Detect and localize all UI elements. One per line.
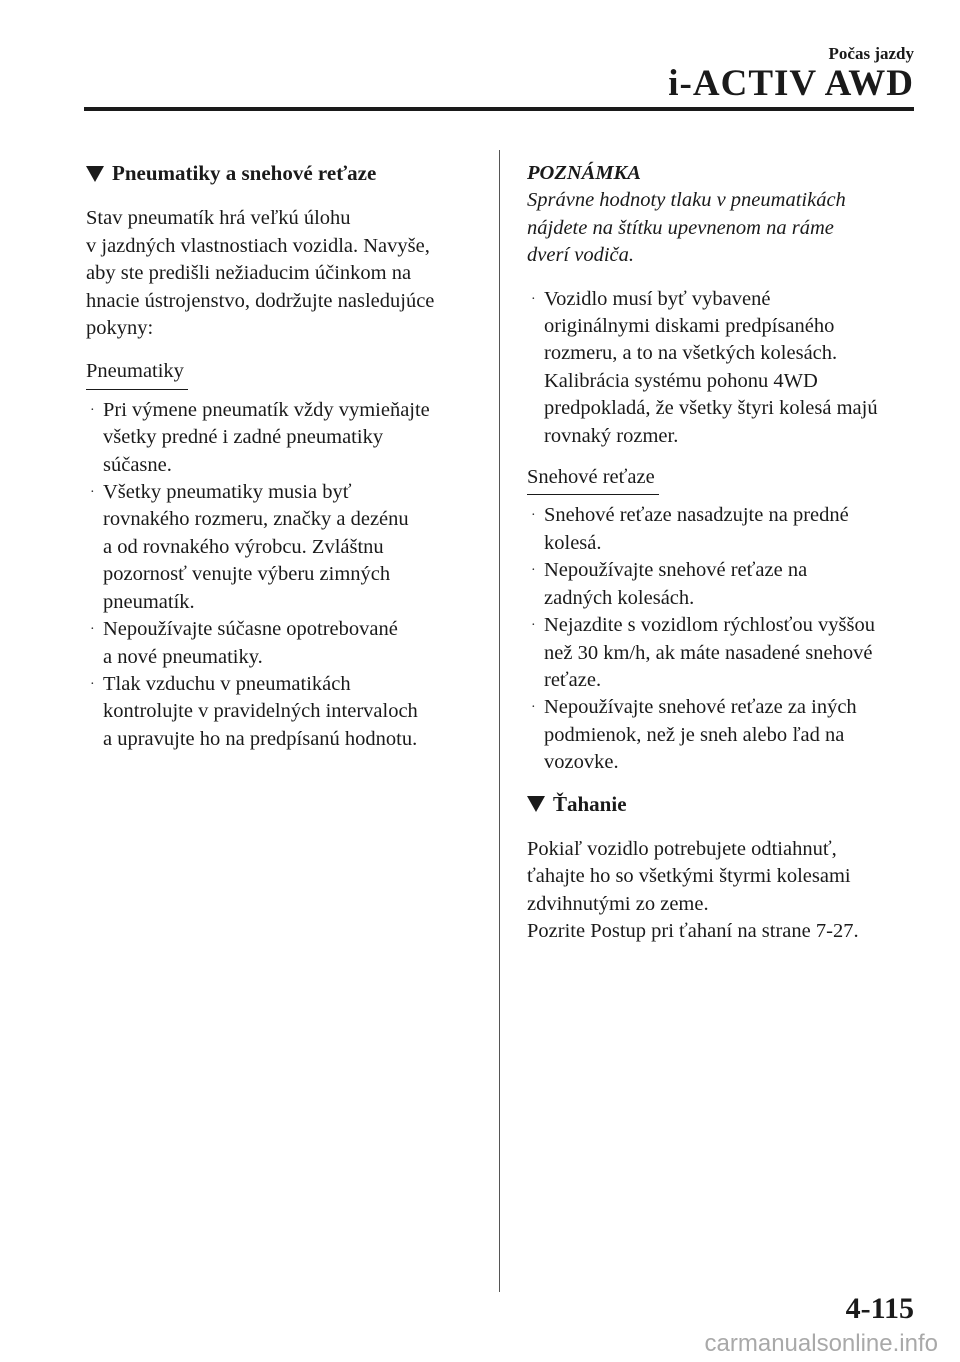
section-heading-tires [86, 160, 481, 187]
text-line: pneumatík. [103, 590, 195, 613]
text-line: predpokladá, že všetky štyri kolesá majú [544, 397, 878, 420]
list-item [86, 479, 481, 616]
list-item [86, 616, 481, 671]
text-line: pokyny: [86, 317, 154, 340]
list-item [527, 286, 922, 450]
text-line: Tlak vzduchu v pneumatikách [103, 672, 351, 695]
tire-bullet-list [86, 397, 481, 753]
chapter-title: i-ACTIV AWD [668, 63, 914, 104]
section-title: Počas jazdy [828, 44, 914, 63]
text-line: nájdete na štítku upevnenom na ráme [527, 216, 834, 239]
bullet-icon: · [90, 485, 95, 501]
bullet-icon: · [531, 291, 536, 307]
list-item [527, 502, 922, 557]
text-line: Nepoužívajte snehové reťaze za iných [544, 696, 857, 719]
note-text [527, 187, 922, 269]
text-line: rovnakého rozmeru, značky a dezénu [103, 508, 409, 531]
text-line: Správne hodnoty tlaku v pneumatikách [527, 189, 846, 212]
list-item [86, 671, 481, 753]
subheading-snow-chains: Snehové reťaze [527, 464, 655, 492]
triangle-marker-icon [86, 166, 104, 182]
text-line: Snehové reťaze nasadzujte na predné [544, 504, 849, 527]
list-item [86, 397, 481, 479]
text-line: Pokiaľ vozidlo potrebujete odtiahnuť, [527, 837, 837, 860]
bullet-icon: · [90, 402, 95, 418]
text-line: Nepoužívajte súčasne opotrebované [103, 618, 398, 641]
list-item [527, 557, 922, 612]
list-item [527, 612, 922, 694]
note-title: POZNÁMKA [527, 162, 641, 184]
page-number: 4-115 [845, 1292, 914, 1325]
section-heading-towing [527, 791, 922, 818]
bullet-icon: · [90, 622, 95, 638]
text-line: než 30 km/h, ak máte nasadené snehové [544, 641, 873, 664]
text-line: a od rovnakého výrobcu. Zvláštnu [103, 535, 384, 558]
heading-text: Pneumatiky a snehové reťaze [112, 161, 377, 185]
text-line: rovnaký rozmer. [544, 424, 679, 447]
bullet-icon: · [90, 676, 95, 692]
text-line: Nejazdite s vozidlom rýchlosťou vyššou [544, 614, 876, 637]
text-line: Všetky pneumatiky musia byť [103, 481, 352, 504]
text-line: hnacie ústrojenstvo, dodržujte nasledujúce [86, 289, 435, 312]
towing-paragraph [527, 836, 922, 946]
header-rule [84, 107, 914, 111]
text-line: Pozrite Postup pri ťahaní na strane 7-27. [527, 920, 859, 943]
list-item [527, 694, 922, 776]
column-divider [499, 150, 500, 1292]
text-line: súčasne. [103, 453, 172, 476]
chain-bullet-list [527, 502, 922, 776]
text-line: Vozidlo musí byť vybavené [544, 287, 771, 310]
text-line: rozmeru, a to na všetkých kolesách. [544, 342, 838, 365]
intro-paragraph [86, 205, 481, 342]
text-line: Kalibrácia systému pohonu 4WD [544, 369, 818, 392]
text-line: originálnymi diskami predpísaného [544, 315, 835, 338]
text-line: a nové pneumatiky. [103, 645, 263, 668]
text-line: a upravujte ho na predpísanú hodnotu. [103, 727, 418, 750]
text-line: v jazdných vlastnostiach vozidla. Navyše, [86, 234, 430, 257]
text-line: Pri výmene pneumatík vždy vymieňajte [103, 398, 430, 421]
left-column [86, 160, 481, 763]
bullet-icon: · [531, 700, 536, 716]
bullet-icon: · [531, 563, 536, 579]
text-line: všetky predné i zadné pneumatiky [103, 426, 384, 449]
text-line: podmienok, než je sneh alebo ľad na [544, 723, 845, 746]
right-column [527, 160, 922, 958]
text-line: kontrolujte v pravidelných intervaloch [103, 700, 418, 723]
bullet-icon: · [531, 508, 536, 524]
text-line: Stav pneumatík hrá veľkú úlohu [86, 207, 351, 230]
text-line: kolesá. [544, 531, 602, 554]
text-line: dverí vodiča. [527, 244, 635, 267]
text-line: reťaze. [544, 668, 602, 691]
note-bullet-list [527, 286, 922, 450]
text-line: pozornosť venujte výberu zimných [103, 563, 391, 586]
heading-text: Ťahanie [553, 791, 627, 816]
text-line: zadných kolesách. [544, 586, 695, 609]
text-line: vozovke. [544, 751, 619, 774]
triangle-marker-icon [527, 796, 545, 812]
subheading-tires: Pneumatiky [86, 358, 184, 386]
watermark: carmanualsonline.info [704, 1330, 938, 1357]
text-line: ťahajte ho so všetkými štyrmi kolesami [527, 865, 851, 888]
text-line: zdvihnutými zo zeme. [527, 892, 709, 915]
text-line: aby ste predišli nežiaducim účinkom na [86, 262, 412, 285]
text-line: Nepoužívajte snehové reťaze na [544, 559, 808, 582]
bullet-icon: · [531, 618, 536, 634]
